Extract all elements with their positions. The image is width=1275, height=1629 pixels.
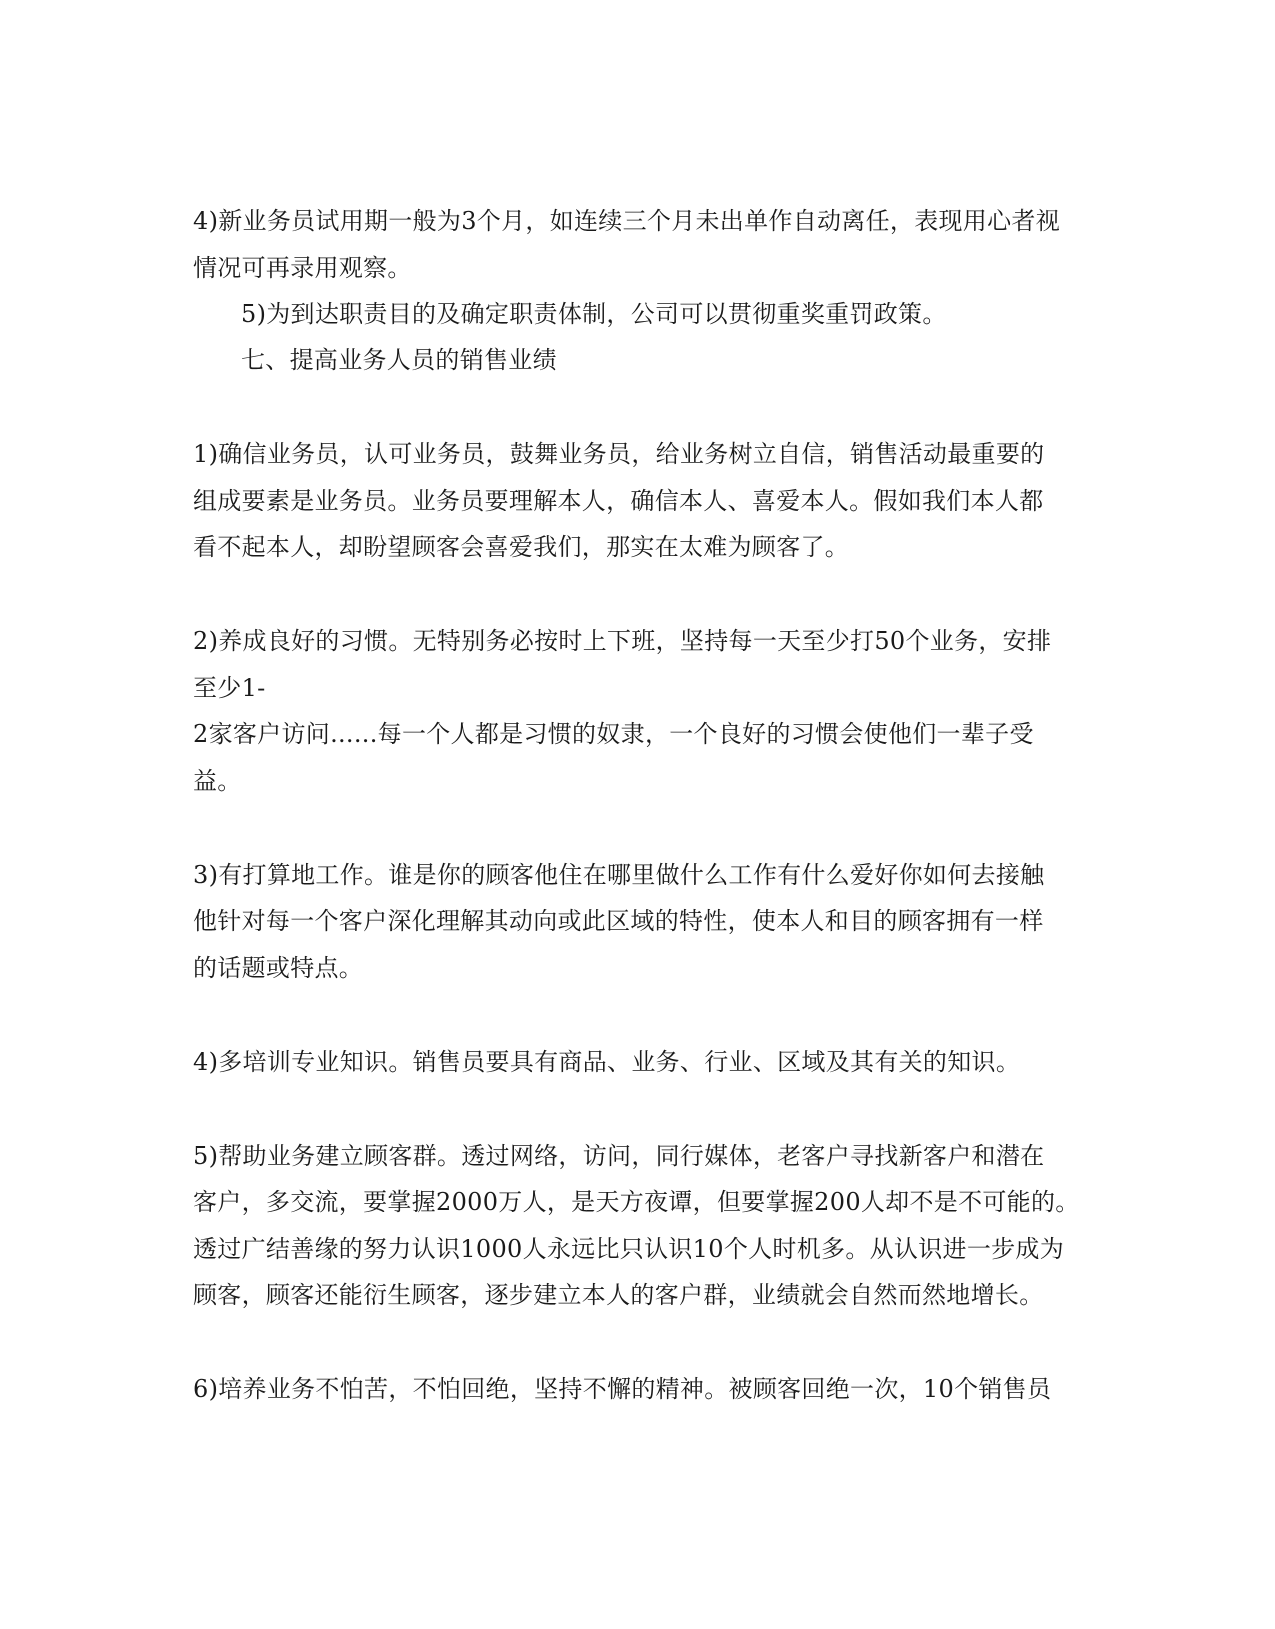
text-line: 客户，多交流，要掌握2000万人，是天方夜谭，但要掌握200人却不是不可能的。: [193, 1188, 1080, 1216]
text-line: 至少1-: [193, 674, 266, 702]
text-line: 2家客户访问......每一个人都是习惯的奴隶，一个良好的习惯会使他们一辈子受: [193, 720, 1034, 748]
text-line: 看不起本人，却盼望顾客会喜爱我们，那实在太难为顾客了。: [193, 533, 850, 561]
text-line: 顾客，顾客还能衍生顾客，逐步建立本人的客户群，业绩就会自然而然地增长。: [193, 1281, 1044, 1309]
text-line: 2)养成良好的习惯。无特别务必按时上下班，坚持每一天至少打50个业务，安排: [193, 627, 1052, 655]
text-line: 益。: [193, 767, 242, 795]
text-line: 情况可再录用观察。: [193, 254, 412, 282]
text-line: 的话题或特点。: [193, 954, 364, 982]
text-line: 他针对每一个客户深化理解其动向或此区域的特性，使本人和目的顾客拥有一样: [193, 907, 1044, 935]
text-line: 透过广结善缘的努力认识1000人永远比只认识10个人时机多。从认识进一步成为: [193, 1235, 1065, 1263]
text-line: 1)确信业务员，认可业务员，鼓舞业务员，给业务树立自信，销售活动最重要的: [193, 440, 1045, 468]
text-line: 3)有打算地工作。谁是你的顾客他住在哪里做什么工作有什么爱好你如何去接触: [193, 861, 1045, 889]
text-line: 4)新业务员试用期一般为3个月，如连续三个月未出单作自动离任，表现用心者视: [193, 207, 1060, 235]
text-line: 5)帮助业务建立顾客群。透过网络，访问，同行媒体，老客户寻找新客户和潜在: [193, 1142, 1045, 1170]
text-line: 5)为到达职责目的及确定职责体制，公司可以贯彻重奖重罚政策。: [241, 300, 947, 328]
text-line: 4)多培训专业知识。销售员要具有商品、业务、行业、区域及其有关的知识。: [193, 1048, 1021, 1076]
text-line: 6)培养业务不怕苦，不怕回绝，坚持不懈的精神。被顾客回绝一次，10个销售员: [193, 1375, 1052, 1403]
text-line: 组成要素是业务员。业务员要理解本人，确信本人、喜爱本人。假如我们本人都: [193, 487, 1044, 515]
section-heading: 七、提高业务人员的销售业绩: [241, 346, 557, 374]
